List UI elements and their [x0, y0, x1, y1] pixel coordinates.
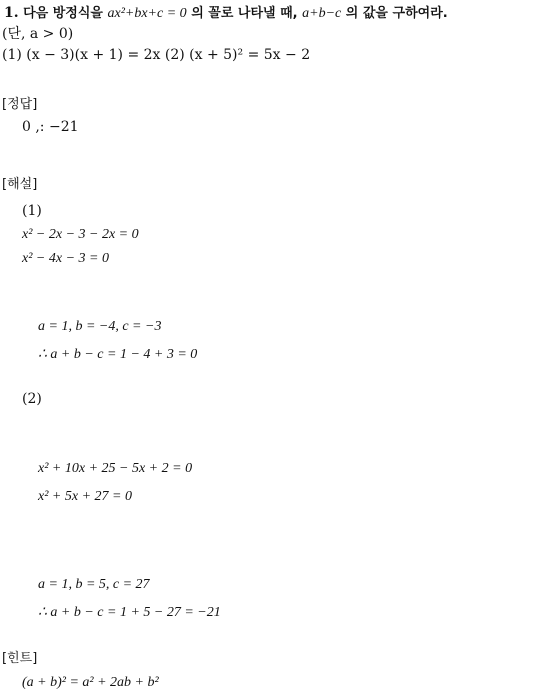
hint-formula: (a + b)² = a² + 2ab + b²	[22, 675, 159, 690]
part2-step1: x² + 10x + 25 − 5x + 2 = 0	[38, 461, 193, 476]
answer-header: [정답]	[2, 97, 38, 112]
solution-header: [해설]	[2, 177, 38, 192]
problem-expression: a+b−c	[302, 6, 342, 21]
problem-condition: (단, a > 0)	[2, 26, 74, 42]
problem-parts: (1) (x − 3)(x + 1) = 2x (2) (x + 5)² = 5x − 2	[2, 47, 311, 63]
part1-label: (1)	[22, 203, 42, 219]
problem-number: 1.	[4, 5, 19, 21]
answer-value: 0 ,: −21	[22, 119, 79, 135]
part2-label: (2)	[22, 391, 42, 407]
problem-text-after: 의 값을 구하여라.	[341, 6, 448, 21]
part2-step2: x² + 5x + 27 = 0	[38, 489, 132, 504]
part2-conclusion: ∴ a + b − c = 1 + 5 − 27 = −21	[38, 605, 221, 620]
part1-coefficients: a = 1, b = −4, c = −3	[38, 319, 162, 334]
problem-statement	[4, 4, 448, 23]
part2-coefficients: a = 1, b = 5, c = 27	[38, 577, 150, 592]
problem-equation-form: ax²+bx+c = 0	[107, 6, 187, 21]
problem-text-middle: 의 꼴로 나타낼 때,	[186, 6, 303, 21]
part1-step1: x² − 2x − 3 − 2x = 0	[22, 227, 139, 242]
part1-conclusion: ∴ a + b − c = 1 − 4 + 3 = 0	[38, 347, 198, 362]
part1-step2: x² − 4x − 3 = 0	[22, 251, 109, 266]
hint-header: [힌트]	[2, 651, 38, 666]
problem-text-before: 다음 방정식을	[23, 6, 108, 21]
